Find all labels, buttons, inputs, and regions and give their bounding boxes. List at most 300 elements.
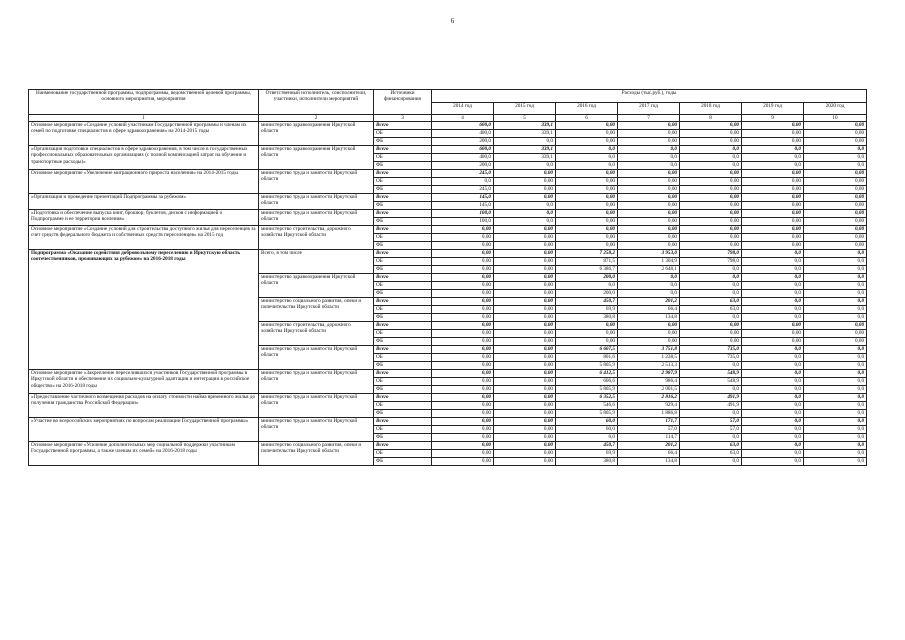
expense-value: 0,0: [804, 266, 867, 274]
expense-value: 5 805,9: [556, 410, 618, 418]
column-number: 5: [494, 115, 556, 122]
expense-value: 0,00: [680, 186, 742, 194]
table-body: [29, 122, 867, 466]
expense-value: 871,5: [556, 258, 618, 266]
expense-value: 0,00: [680, 130, 742, 138]
column-number: 9: [742, 115, 804, 122]
expense-value: 171,7: [618, 418, 680, 426]
table-row: [29, 418, 867, 426]
expense-value: 0,00: [494, 290, 556, 298]
expense-value: 0,00: [556, 330, 618, 338]
expense-value: 57,0: [618, 426, 680, 434]
expense-value: 0,00: [556, 178, 618, 186]
funding-source: ФБ: [374, 458, 432, 466]
header-source: Источники финансирования: [374, 90, 432, 115]
expense-value: 0,0: [742, 282, 804, 290]
expense-value: 0,00: [742, 338, 804, 346]
expense-value: 339,1: [494, 146, 556, 154]
funding-source: ФБ: [374, 434, 432, 442]
expense-value: 6 386,7: [556, 266, 618, 274]
expense-value: 201,2: [618, 298, 680, 306]
expense-value: 0,0: [680, 458, 742, 466]
expense-value: 0,0: [494, 210, 556, 218]
expense-value: 0,00: [432, 226, 494, 234]
expense-value: 0,00: [618, 218, 680, 226]
measure-name: «Участие во всероссийских мероприятиях по вопросам реализации Государственной программы»: [29, 418, 259, 442]
expense-value: 2 513,3: [618, 362, 680, 370]
table-row: [29, 194, 867, 202]
expense-value: 0,00: [494, 274, 556, 282]
funding-source: Всего: [374, 122, 432, 130]
expense-value: 0,0: [804, 274, 867, 282]
funding-source: ФБ: [374, 338, 432, 346]
expense-value: 0,00: [494, 242, 556, 250]
expense-value: 0,00: [742, 218, 804, 226]
expense-value: 0,00: [618, 130, 680, 138]
expense-value: 0,00: [432, 338, 494, 346]
header-expenses: Расходы (тыс.руб.), годы: [432, 90, 867, 103]
expense-value: 6 352,5: [556, 394, 618, 402]
expense-value: 0,00: [494, 458, 556, 466]
funding-source: ОБ: [374, 234, 432, 242]
expense-value: 0,00: [432, 442, 494, 450]
expense-value: 0,00: [618, 338, 680, 346]
expense-value: 0,0: [494, 162, 556, 170]
expense-value: 0,0: [742, 274, 804, 282]
funding-source: ОБ: [374, 402, 432, 410]
expense-value: 2 816,2: [618, 394, 680, 402]
expense-value: 0,00: [432, 370, 494, 378]
expense-value: 100,0: [432, 210, 494, 218]
funding-source: Всего: [374, 210, 432, 218]
budget-table: [28, 89, 867, 466]
expense-value: 0,0: [804, 314, 867, 322]
expense-value: 400,0: [432, 154, 494, 162]
expense-value: 0,0: [556, 282, 618, 290]
expense-value: 0,0: [680, 314, 742, 322]
expense-value: 0,00: [432, 266, 494, 274]
expense-value: 0,0: [742, 162, 804, 170]
expense-value: 0,00: [804, 218, 867, 226]
expense-value: 0,0: [680, 362, 742, 370]
expense-value: 0,00: [804, 202, 867, 210]
expense-value: 0,00: [494, 306, 556, 314]
expense-value: 0,0: [742, 386, 804, 394]
expense-value: 0,00: [618, 242, 680, 250]
expense-value: 0,00: [494, 234, 556, 242]
expense-value: 0,00: [494, 434, 556, 442]
funding-source: ОБ: [374, 450, 432, 458]
expense-value: 548,9: [680, 378, 742, 386]
expense-value: 100,0: [432, 218, 494, 226]
header-year: 2019 год: [742, 103, 804, 115]
funding-source: ФБ: [374, 186, 432, 194]
funding-source: ОБ: [374, 426, 432, 434]
expense-value: 400,0: [432, 130, 494, 138]
expense-value: 0,00: [680, 234, 742, 242]
expense-value: 0,00: [742, 194, 804, 202]
expense-value: 0,00: [618, 170, 680, 178]
header-year: 2015 год: [494, 103, 556, 115]
expense-value: 201,2: [618, 442, 680, 450]
funding-source: ОБ: [374, 330, 432, 338]
expense-value: 0,00: [556, 234, 618, 242]
expense-value: 0,0: [804, 370, 867, 378]
expense-value: 134,8: [618, 314, 680, 322]
expense-value: 0,00: [742, 178, 804, 186]
executor: министерство труда и занятости Иркутской области: [259, 210, 374, 226]
expense-value: 0,00: [680, 122, 742, 130]
expense-value: 69,9: [556, 306, 618, 314]
column-number: 4: [432, 115, 494, 122]
expense-value: 0,00: [804, 178, 867, 186]
expense-value: 0,0: [742, 458, 804, 466]
expense-value: 0,0: [556, 434, 618, 442]
expense-value: 339,1: [494, 122, 556, 130]
funding-source: Всего: [374, 394, 432, 402]
expense-value: 0,0: [804, 426, 867, 434]
expense-value: 0,0: [742, 418, 804, 426]
expense-value: 0,00: [742, 210, 804, 218]
expense-value: 0,0: [742, 402, 804, 410]
expense-value: 0,00: [618, 210, 680, 218]
expense-value: 0,0: [680, 290, 742, 298]
expense-value: 0,00: [432, 386, 494, 394]
expense-value: 0,0: [804, 290, 867, 298]
expense-value: 0,0: [680, 266, 742, 274]
expense-value: 0,00: [618, 122, 680, 130]
expense-value: 200,0: [556, 274, 618, 282]
expense-value: 0,00: [432, 362, 494, 370]
executor: министерство социального развития, опеки и попечительства Иркутской области: [259, 442, 374, 466]
measure-name: «Предоставление частичного возмещения расходов на оплату стоимости найма временного жилья до получения гражданства Российской Федерации»: [29, 394, 259, 418]
expense-value: 0,0: [804, 450, 867, 458]
expense-value: 0,00: [432, 434, 494, 442]
executor: министерство труда и занятости Иркутской области: [259, 418, 374, 442]
expense-value: 0,0: [742, 146, 804, 154]
expense-value: 0,0: [742, 354, 804, 362]
funding-source: ФБ: [374, 162, 432, 170]
expense-value: 60,0: [556, 426, 618, 434]
expense-value: 0,00: [742, 226, 804, 234]
expense-value: 69,9: [556, 450, 618, 458]
expense-value: 0,0: [680, 274, 742, 282]
expense-value: 0,00: [494, 378, 556, 386]
expense-value: 0,00: [556, 218, 618, 226]
expense-value: 0,00: [494, 258, 556, 266]
expense-value: 0,0: [804, 434, 867, 442]
expense-value: 0,00: [494, 362, 556, 370]
expense-value: 0,00: [432, 354, 494, 362]
expense-value: 0,0: [804, 154, 867, 162]
expense-value: 0,00: [618, 178, 680, 186]
expense-value: 0,00: [804, 338, 867, 346]
executor: министерство здравоохранения Иркутской области: [259, 146, 374, 170]
table-row: [29, 370, 867, 378]
expense-value: 0,0: [742, 266, 804, 274]
expense-value: 0,00: [494, 170, 556, 178]
column-number: 6: [556, 115, 618, 122]
expense-value: 0,0: [742, 290, 804, 298]
expense-value: 0,00: [432, 314, 494, 322]
expense-value: 0,00: [804, 322, 867, 330]
expense-value: 801,6: [556, 354, 618, 362]
expense-value: 245,0: [432, 170, 494, 178]
expense-value: 0,00: [742, 330, 804, 338]
expense-value: 2 987,9: [618, 370, 680, 378]
expense-value: 60,0: [556, 418, 618, 426]
column-number: 8: [680, 115, 742, 122]
expense-value: 0,00: [494, 442, 556, 450]
expense-value: 0,00: [618, 226, 680, 234]
expense-value: 735,0: [680, 354, 742, 362]
expense-value: 0,00: [494, 418, 556, 426]
expense-value: 0,0: [556, 146, 618, 154]
expense-value: 0,0: [742, 426, 804, 434]
expense-value: 0,00: [432, 274, 494, 282]
expense-value: 0,0: [804, 402, 867, 410]
expense-value: 0,0: [804, 250, 867, 258]
expense-value: 0,00: [804, 122, 867, 130]
expense-value: 491,9: [680, 394, 742, 402]
expense-value: 380,8: [556, 458, 618, 466]
funding-source: ФБ: [374, 266, 432, 274]
expense-value: 1 238,5: [618, 354, 680, 362]
expense-value: 0,00: [494, 338, 556, 346]
table-row: [29, 250, 867, 258]
expense-value: 0,0: [742, 450, 804, 458]
measure-name: Подпрограмма «Оказание содействия добровольному переселению в Иркутскую область соотечественников, проживающих за рубежом» на 2016-2018 годы: [29, 250, 259, 370]
expense-value: 0,00: [494, 330, 556, 338]
expense-value: 145,0: [432, 202, 494, 210]
executor: министерство социального развития, опеки и попечительства Иркутской области: [259, 298, 374, 322]
expense-value: 0,0: [742, 298, 804, 306]
column-number: 1: [29, 115, 259, 122]
expense-value: 450,7: [556, 298, 618, 306]
funding-source: ФБ: [374, 218, 432, 226]
expense-value: 0,00: [432, 450, 494, 458]
expense-value: 0,0: [804, 162, 867, 170]
expense-value: 0,0: [742, 378, 804, 386]
expense-value: 57,0: [680, 418, 742, 426]
expense-value: 7 258,2: [556, 250, 618, 258]
expense-value: 491,9: [680, 402, 742, 410]
expense-value: 600,0: [432, 146, 494, 154]
expense-value: 929,4: [618, 402, 680, 410]
funding-source: ФБ: [374, 362, 432, 370]
expense-value: 0,0: [804, 394, 867, 402]
expense-value: 0,00: [432, 410, 494, 418]
funding-source: Всего: [374, 418, 432, 426]
expense-value: 0,00: [432, 418, 494, 426]
expense-value: 200,0: [432, 138, 494, 146]
expense-value: 0,0: [804, 298, 867, 306]
expense-value: 0,00: [680, 178, 742, 186]
table-row: [29, 226, 867, 234]
expense-value: 0,00: [742, 242, 804, 250]
expense-value: 0,0: [742, 370, 804, 378]
funding-source: ОБ: [374, 130, 432, 138]
expense-value: 0,00: [680, 226, 742, 234]
measure-name: Основное мероприятие «Увеличение миграционного прироста населения» на 2014-2015 годы: [29, 170, 259, 194]
header-year: 2020 год: [804, 103, 867, 115]
expense-value: 0,0: [742, 394, 804, 402]
expense-value: 0,0: [680, 410, 742, 418]
expense-value: 0,00: [432, 322, 494, 330]
executor: министерство труда и занятости Иркутской области: [259, 394, 374, 418]
expense-value: 600,0: [432, 122, 494, 130]
expense-value: 0,00: [556, 210, 618, 218]
expense-value: 0,00: [556, 242, 618, 250]
expense-value: 245,0: [432, 186, 494, 194]
expense-value: 0,00: [680, 210, 742, 218]
funding-source: Всего: [374, 322, 432, 330]
funding-source: ФБ: [374, 290, 432, 298]
expense-value: 0,0: [742, 410, 804, 418]
expense-value: 200,0: [556, 290, 618, 298]
expense-value: 0,00: [494, 314, 556, 322]
executor: министерство труда и занятости Иркутской области: [259, 346, 374, 370]
expense-value: 0,00: [432, 426, 494, 434]
expense-value: 0,0: [804, 362, 867, 370]
expense-value: 548,9: [680, 370, 742, 378]
column-number-row: [29, 115, 867, 122]
expense-value: 0,00: [680, 218, 742, 226]
column-number: 2: [259, 115, 374, 122]
expense-value: 0,00: [742, 138, 804, 146]
expense-value: 134,8: [618, 458, 680, 466]
expense-value: 0,00: [556, 202, 618, 210]
expense-value: 0,0: [804, 442, 867, 450]
expense-value: 0,0: [804, 354, 867, 362]
expense-value: 0,00: [494, 178, 556, 186]
expense-value: 0,0: [804, 386, 867, 394]
expense-value: 0,00: [804, 130, 867, 138]
expense-value: 0,00: [742, 130, 804, 138]
expense-value: 339,1: [494, 154, 556, 162]
funding-source: Всего: [374, 226, 432, 234]
expense-value: 0,00: [680, 138, 742, 146]
measure-name: «Организация подготовки специалистов в сфере здравоохранения, в том числе в государственных профессиональных образовательных организациях (с полной компенсацией затрат на обучение и транспортные расходы)»: [29, 146, 259, 170]
funding-source: Всего: [374, 274, 432, 282]
expense-value: 0,0: [556, 154, 618, 162]
funding-source: Всего: [374, 170, 432, 178]
expense-value: 0,00: [432, 290, 494, 298]
expense-value: 0,00: [556, 338, 618, 346]
expense-value: 0,00: [742, 322, 804, 330]
expense-value: 0,0: [804, 258, 867, 266]
header-year: 2018 год: [680, 103, 742, 115]
header-year: 2016 год: [556, 103, 618, 115]
expense-value: 3 953,0: [618, 250, 680, 258]
expense-value: 63,0: [680, 442, 742, 450]
funding-source: ФБ: [374, 410, 432, 418]
funding-source: Всего: [374, 442, 432, 450]
funding-source: ФБ: [374, 314, 432, 322]
funding-source: ОБ: [374, 378, 432, 386]
expense-value: 0,00: [494, 402, 556, 410]
funding-source: ОБ: [374, 178, 432, 186]
expense-value: 0,00: [494, 298, 556, 306]
expense-value: 0,0: [618, 274, 680, 282]
expense-value: 0,00: [556, 186, 618, 194]
expense-value: 6 412,5: [556, 370, 618, 378]
expense-value: 606,6: [556, 378, 618, 386]
funding-source: Всего: [374, 194, 432, 202]
funding-source: ФБ: [374, 386, 432, 394]
expense-value: 0,00: [804, 210, 867, 218]
expense-value: 5 805,9: [556, 362, 618, 370]
expense-value: 0,00: [494, 282, 556, 290]
expense-value: 0,0: [742, 250, 804, 258]
expense-value: 0,00: [494, 450, 556, 458]
expense-value: 0,0: [494, 202, 556, 210]
expense-value: 0,0: [680, 162, 742, 170]
expense-value: 0,0: [742, 362, 804, 370]
executor: министерство здравоохранения Иркутской области: [259, 274, 374, 298]
expense-value: 0,00: [494, 394, 556, 402]
expense-value: 0,00: [494, 194, 556, 202]
expense-value: 339,1: [494, 130, 556, 138]
column-number: 3: [374, 115, 432, 122]
expense-value: 0,0: [804, 346, 867, 354]
expense-value: 0,00: [680, 202, 742, 210]
expense-value: 0,0: [680, 434, 742, 442]
expense-value: 0,0: [556, 162, 618, 170]
expense-value: 0,00: [432, 250, 494, 258]
funding-source: ФБ: [374, 202, 432, 210]
table-row: [29, 170, 867, 178]
expense-value: 0,00: [432, 402, 494, 410]
expense-value: 0,0: [804, 418, 867, 426]
expense-value: 63,0: [680, 298, 742, 306]
expense-value: 0,00: [494, 370, 556, 378]
expense-value: 2 648,1: [618, 266, 680, 274]
expense-value: 0,00: [556, 122, 618, 130]
expense-value: 0,00: [494, 226, 556, 234]
expense-value: 0,00: [432, 458, 494, 466]
expense-value: 0,0: [618, 154, 680, 162]
expense-value: 0,00: [618, 138, 680, 146]
expense-value: 0,00: [680, 242, 742, 250]
expense-value: 0,0: [742, 154, 804, 162]
expense-value: 66,4: [618, 306, 680, 314]
expense-value: 0,0: [804, 306, 867, 314]
expense-value: 63,0: [680, 306, 742, 314]
expense-value: 0,00: [618, 186, 680, 194]
column-number: 10: [804, 115, 867, 122]
expense-value: 0,0: [618, 146, 680, 154]
expense-value: 0,00: [742, 170, 804, 178]
expense-value: 0,00: [494, 386, 556, 394]
funding-source: Всего: [374, 146, 432, 154]
expense-value: 0,00: [618, 234, 680, 242]
expense-value: 0,0: [680, 146, 742, 154]
expense-value: 0,0: [804, 146, 867, 154]
measure-name: Основное мероприятие «Закрепление переселившихся участников Государственной программы в Иркутской области и обеспечение их социально-культурной адаптации и интеграции в российское общество» на 2016-2018 годы: [29, 370, 259, 394]
expense-value: 0,00: [432, 282, 494, 290]
table-row: [29, 122, 867, 130]
expense-value: 0,00: [680, 330, 742, 338]
executor: министерство строительства, дорожного хозяйства Иркутской области: [259, 226, 374, 250]
expense-value: 63,0: [680, 450, 742, 458]
table-row: [29, 394, 867, 402]
expense-value: 0,00: [432, 242, 494, 250]
expense-value: 0,0: [742, 442, 804, 450]
table-row: [29, 442, 867, 450]
expense-value: 0,00: [432, 346, 494, 354]
expense-value: 0,00: [494, 186, 556, 194]
